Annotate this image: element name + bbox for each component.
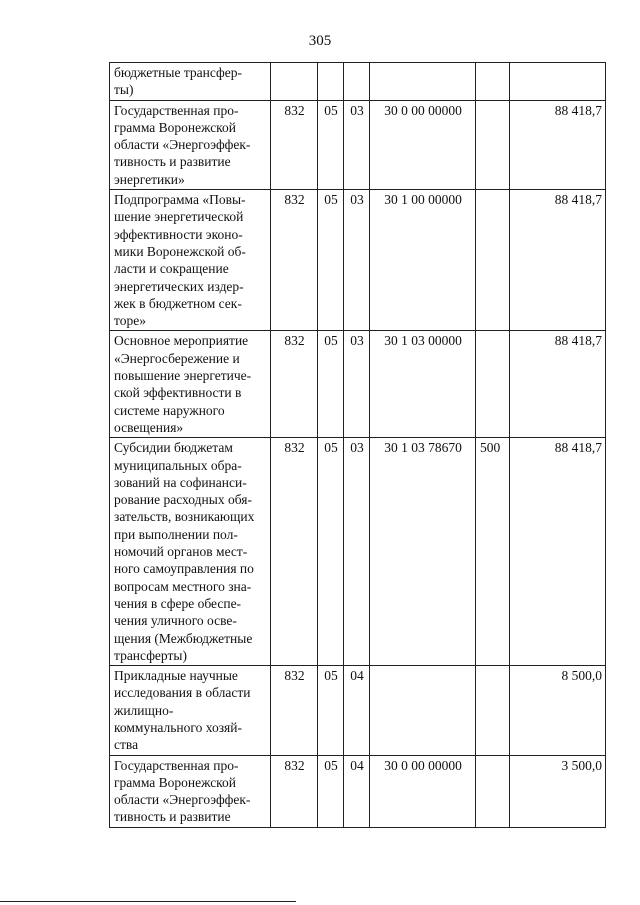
page-number: 305 [308, 33, 332, 49]
name-line: ного самоуправления по [114, 561, 254, 577]
cell-expense-type [476, 755, 510, 827]
name-line: номочий органов мест- [114, 544, 248, 560]
cell-target-article: 30 1 03 78670 [370, 438, 476, 666]
name-line: ты) [114, 82, 134, 98]
name-line: ской эффективности в [114, 385, 242, 401]
cell-department-code [271, 63, 318, 101]
cell-amount: 88 418,7 [510, 438, 606, 666]
name-line: при выполнении пол- [114, 526, 238, 542]
name-line: энергетики» [114, 171, 185, 187]
cell-name [110, 63, 271, 101]
name-line: исследования в области [114, 685, 251, 701]
cell-expense-type [476, 63, 510, 101]
cell-name [110, 331, 271, 438]
cell-amount: 88 418,7 [510, 331, 606, 438]
cell-expense-type [476, 190, 510, 331]
name-line: области «Энергоэффек- [114, 137, 251, 153]
cell-section-code: 05 [318, 190, 344, 331]
cell-section-code: 05 [318, 666, 344, 755]
name-line: Субсидии бюджетам [114, 440, 233, 456]
name-line: щения (Межбюджетные [114, 630, 253, 646]
name-line: Государственная про- [114, 102, 239, 118]
name-line: Основное мероприятие [114, 333, 249, 349]
name-line: шение энергетической [114, 209, 244, 225]
footnote-separator [0, 901, 296, 902]
name-line: вопросам местного зна- [114, 578, 252, 594]
name-line: Прикладные научные [114, 668, 238, 684]
name-line: области «Энергоэффек- [114, 792, 251, 808]
cell-amount: 8 500,0 [510, 666, 606, 755]
cell-name [110, 755, 271, 827]
cell-target-article: 30 1 03 00000 [370, 331, 476, 438]
cell-section-code: 05 [318, 755, 344, 827]
cell-amount [510, 63, 606, 101]
name-line: эффективности эконо- [114, 226, 243, 242]
table-row [110, 438, 606, 666]
name-line: освещения» [114, 419, 184, 435]
name-line: коммунального хозяй- [114, 719, 242, 735]
cell-expense-type: 500 [476, 438, 510, 666]
cell-target-article: 30 1 00 00000 [370, 190, 476, 331]
cell-section-code: 05 [318, 331, 344, 438]
cell-amount: 3 500,0 [510, 755, 606, 827]
cell-name [110, 190, 271, 331]
name-line: Подпрограмма «Повы- [114, 192, 246, 208]
name-line: системе наружного [114, 402, 225, 418]
cell-expense-type [476, 100, 510, 189]
cell-section-code [318, 63, 344, 101]
name-line: жек в бюджетном сек- [114, 295, 242, 311]
budget-table [109, 62, 606, 828]
name-line: «Энергосбережение и [114, 350, 240, 366]
name-line: трансферты) [114, 647, 187, 663]
name-line: зательств, возникающих [114, 509, 255, 525]
name-line: грамма Воронежской [114, 119, 237, 135]
cell-name [110, 100, 271, 189]
name-line: тивность и развитие [114, 154, 231, 170]
cell-department-code: 832 [271, 331, 318, 438]
cell-department-code: 832 [271, 755, 318, 827]
table-row [110, 63, 606, 101]
cell-target-article [370, 63, 476, 101]
cell-amount: 88 418,7 [510, 100, 606, 189]
table-row [110, 755, 606, 827]
table-row [110, 666, 606, 755]
name-line: ласти и сокращение [114, 261, 229, 277]
name-line: ства [114, 737, 139, 753]
cell-subsection-code [344, 63, 370, 101]
cell-department-code: 832 [271, 190, 318, 331]
cell-department-code: 832 [271, 438, 318, 666]
name-line: мики Воронежской об- [114, 243, 246, 259]
name-line: зований на софинанси- [114, 474, 247, 490]
cell-department-code: 832 [271, 666, 318, 755]
name-line: чения уличного осве- [114, 613, 237, 629]
cell-section-code: 05 [318, 438, 344, 666]
cell-name [110, 438, 271, 666]
name-line: муниципальных обра- [114, 457, 242, 473]
name-line: повышение энергетиче- [114, 368, 252, 384]
cell-expense-type [476, 331, 510, 438]
name-line: тивность и развитие [114, 809, 231, 825]
cell-name [110, 666, 271, 755]
name-line: жилищно- [114, 702, 174, 718]
name-line: бюджетные трансфер- [114, 65, 243, 80]
name-line: рование расходных обя- [114, 492, 252, 508]
name-line: чения в сфере обеспе- [114, 595, 242, 611]
name-line: энергетических издер- [114, 278, 244, 294]
table-row [110, 190, 606, 331]
name-line: грамма Воронежской [114, 774, 237, 790]
cell-amount: 88 418,7 [510, 190, 606, 331]
name-line: Государственная про- [114, 757, 239, 773]
cell-subsection-code: 03 [344, 438, 370, 666]
cell-subsection-code: 03 [344, 331, 370, 438]
cell-target-article [370, 666, 476, 755]
cell-subsection-code: 03 [344, 100, 370, 189]
table-row [110, 100, 606, 189]
cell-target-article: 30 0 00 00000 [370, 100, 476, 189]
table-row [110, 331, 606, 438]
cell-subsection-code: 04 [344, 755, 370, 827]
name-line: торе» [114, 313, 146, 329]
cell-expense-type [476, 666, 510, 755]
cell-subsection-code: 03 [344, 190, 370, 331]
cell-subsection-code: 04 [344, 666, 370, 755]
cell-target-article: 30 0 00 00000 [370, 755, 476, 827]
cell-section-code: 05 [318, 100, 344, 189]
cell-department-code: 832 [271, 100, 318, 189]
budget-table-body [110, 63, 606, 828]
